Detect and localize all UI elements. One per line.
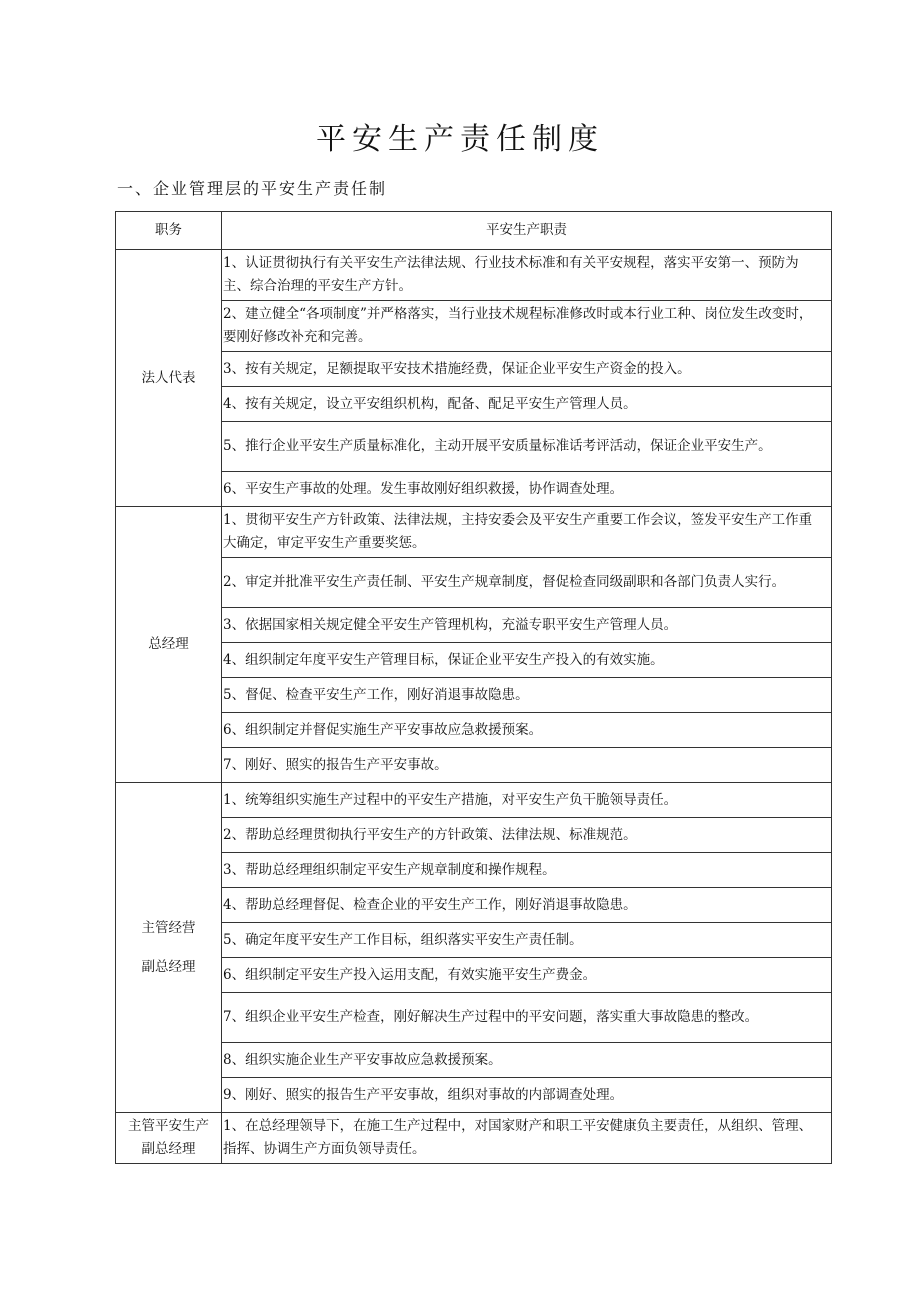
table-row <box>116 888 832 923</box>
duty-cell: 2、帮助总经理贯彻执行平安生产的方针政策、法律法规、标准规范。 <box>222 818 832 853</box>
duty-cell: 4、帮助总经理督促、检查企业的平安生产工作，刚好消退事故隐患。 <box>222 888 832 923</box>
table-row <box>116 507 832 558</box>
role-label: 总经理 <box>148 636 189 652</box>
table-row <box>116 1078 832 1113</box>
table-row <box>116 1113 832 1164</box>
duty-cell: 6、平安生产事故的处理。发生事故刚好组织救援，协作调查处理。 <box>222 472 832 507</box>
role-label: 主管经营 <box>141 919 196 936</box>
table-header-row <box>116 212 832 250</box>
table-row <box>116 250 832 301</box>
role-label: 副总经理 <box>141 1141 196 1157</box>
table-row <box>116 748 832 783</box>
duty-cell: 1、统筹组织实施生产过程中的平安生产措施，对平安生产负干脆领导责任。 <box>222 783 832 818</box>
duty-cell: 9、刚好、照实的报告生产平安事故，组织对事故的内部调查处理。 <box>222 1078 832 1113</box>
duty-cell: 7、组织企业平安生产检查，刚好解决生产过程中的平安问题，落实重大事故隐患的整改。 <box>222 993 832 1043</box>
table-row <box>116 472 832 507</box>
duty-cell: 3、帮助总经理组织制定平安生产规章制度和操作规程。 <box>222 853 832 888</box>
duty-cell: 7、刚好、照实的报告生产平安事故。 <box>222 748 832 783</box>
role-cell-general-manager <box>116 507 222 783</box>
duty-cell: 1、贯彻平安生产方针政策、法律法规，主持安委会及平安生产重要工作会议，签发平安生产工作重大确定，审定平安生产重要奖惩。 <box>222 507 832 558</box>
table-row <box>116 678 832 713</box>
duty-cell: 4、组织制定年度平安生产管理目标，保证企业平安生产投入的有效实施。 <box>222 643 832 678</box>
table-row <box>116 853 832 888</box>
section-heading: 一、企业管理层的平安生产责任制 <box>117 179 388 198</box>
role-cell-legal-rep <box>116 250 222 507</box>
duty-cell: 1、认证贯彻执行有关平安生产法律法规、行业技术标准和有关平安规程，落实平安第一、预防为主、综合治理的平安生产方针。 <box>222 250 832 301</box>
duty-cell: 2、审定并批准平安生产责任制、平安生产规章制度，督促检查同级副职和各部门负责人实行。 <box>222 558 832 608</box>
duty-cell: 3、依据国家相关规定健全平安生产管理机构，充溢专职平安生产管理人员。 <box>222 608 832 643</box>
role-label: 主管平安生产 <box>128 1118 209 1134</box>
role-label: 法人代表 <box>141 369 196 386</box>
responsibility-table <box>115 211 832 1164</box>
table-row <box>116 608 832 643</box>
role-label: 副总经理 <box>141 958 196 975</box>
table-row <box>116 923 832 958</box>
duty-cell: 6、组织制定并督促实施生产平安事故应急救援预案。 <box>222 713 832 748</box>
header-role: 职务 <box>116 212 222 250</box>
table-row <box>116 958 832 993</box>
table-row <box>116 1043 832 1078</box>
role-cell-safety-vp <box>116 1113 222 1164</box>
document-title: 平安生产责任制度 <box>316 122 604 157</box>
table-row <box>116 713 832 748</box>
table-row <box>116 352 832 387</box>
table-row <box>116 301 832 352</box>
header-duties: 平安生产职责 <box>222 212 832 250</box>
duty-cell: 5、督促、检查平安生产工作，刚好消退事故隐患。 <box>222 678 832 713</box>
duty-cell: 4、按有关规定，设立平安组织机构，配备、配足平安生产管理人员。 <box>222 387 832 422</box>
duty-cell: 5、推行企业平安生产质量标准化，主动开展平安质量标准话考评活动，保证企业平安生产。 <box>222 422 832 472</box>
table-row <box>116 993 832 1043</box>
table-row <box>116 422 832 472</box>
duty-cell: 1、在总经理领导下，在施工生产过程中，对国家财产和职工平安健康负主要责任，从组织、管理、指挥、协调生产方面负领导责任。 <box>222 1113 832 1164</box>
duty-cell: 6、组织制定平安生产投入运用支配，有效实施平安生产费金。 <box>222 958 832 993</box>
role-cell-operations-vp <box>116 783 222 1113</box>
table-row <box>116 643 832 678</box>
table-row <box>116 783 832 818</box>
table-row <box>116 387 832 422</box>
duty-cell: 3、按有关规定，足额提取平安技术措施经费，保证企业平安生产资金的投入。 <box>222 352 832 387</box>
duty-cell: 8、组织实施企业生产平安事故应急救援预案。 <box>222 1043 832 1078</box>
table-row <box>116 818 832 853</box>
table-row <box>116 558 832 608</box>
duty-cell: 2、建立健全“各项制度”并严格落实，当行业技术规程标准修改时或本行业工种、岗位发生改变时，要刚好修改补充和完善。 <box>222 301 832 352</box>
duty-cell: 5、确定年度平安生产工作目标，组织落实平安生产责任制。 <box>222 923 832 958</box>
